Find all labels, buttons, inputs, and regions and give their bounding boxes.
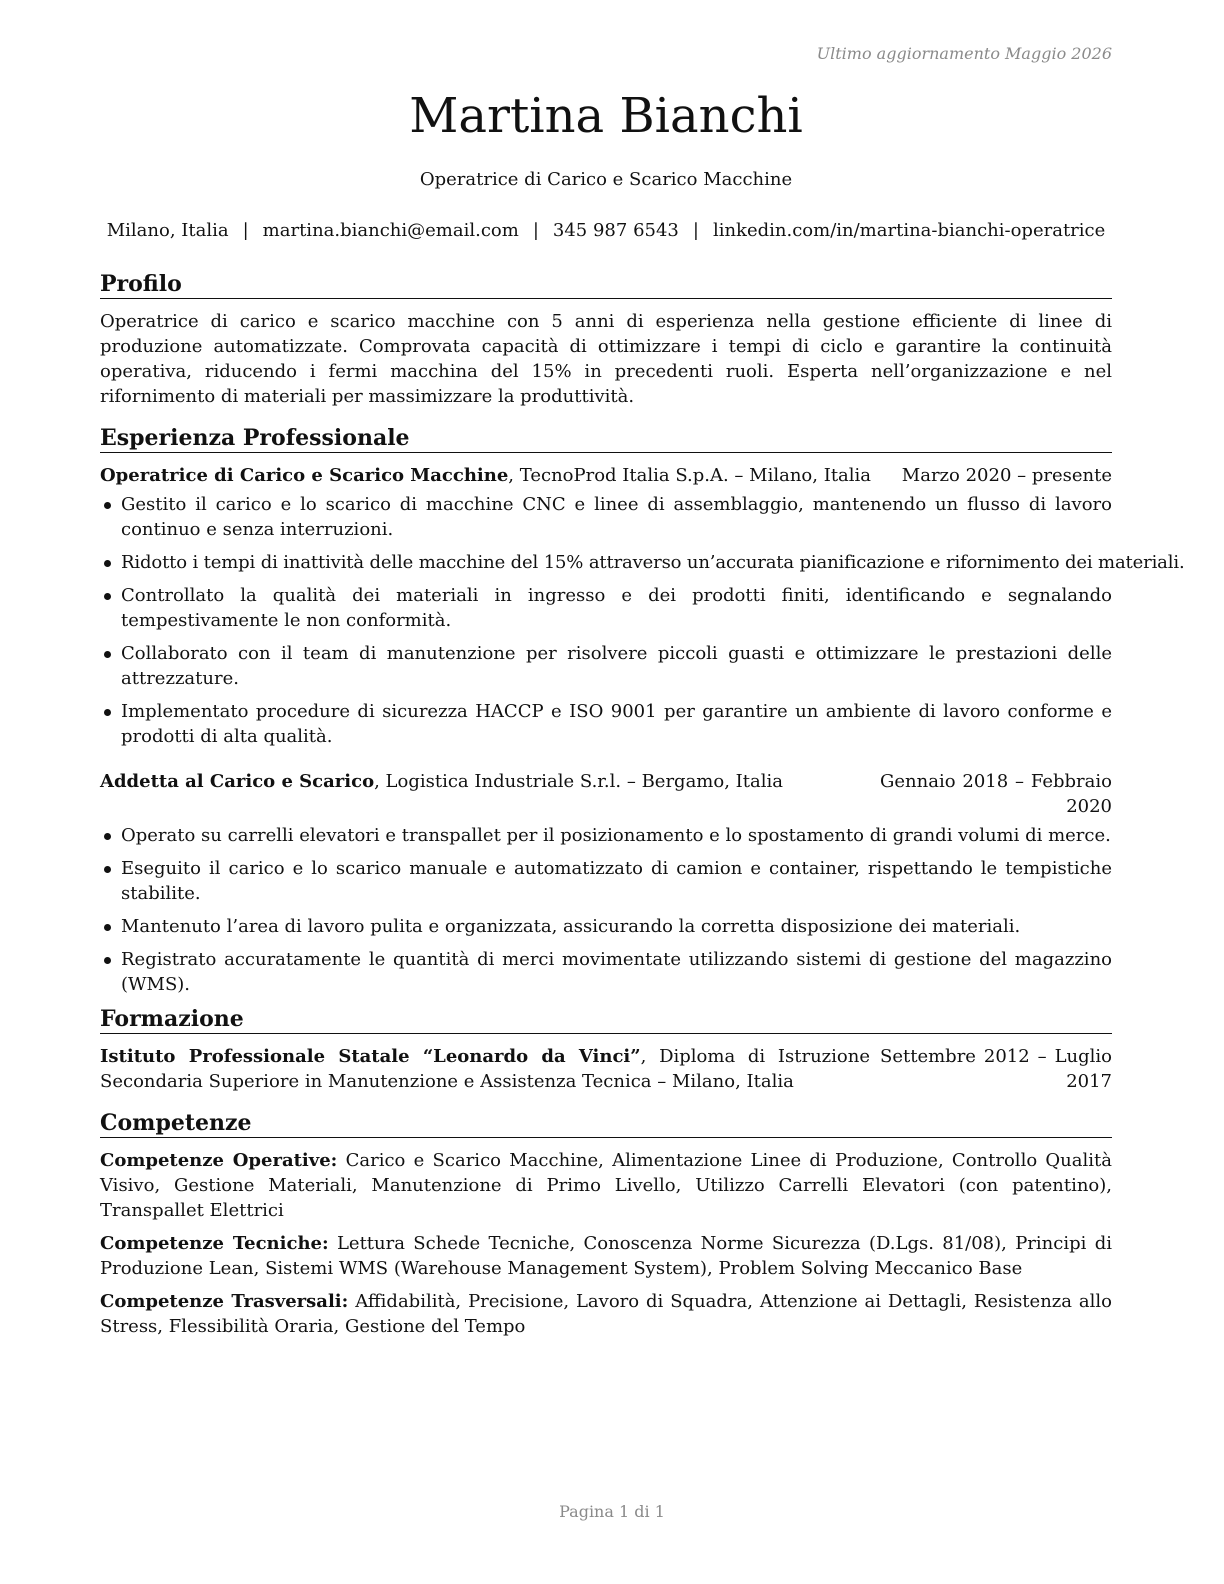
job-header bbox=[100, 769, 1112, 819]
job-company: , TecnoProd Italia S.p.A. – Milano, Italia bbox=[508, 465, 872, 486]
skill-text: Lettura Schede Tecniche, Conoscenza Norme Sicurezza (D.Lgs. 81/08), Principi di Produzione Lean, Sistemi WMS (Warehouse Management System), Problem Solving Meccanico Base bbox=[100, 1233, 1112, 1279]
job-company: , Logistica Industriale S.r.l. – Bergamo, Italia bbox=[374, 771, 783, 792]
skill-label: Competenze Tecniche: bbox=[100, 1233, 329, 1254]
job-dates: Marzo 2020 – presente bbox=[901, 465, 1112, 486]
job-dates: Gennaio 2018 – Febbraio 2020 bbox=[880, 771, 1112, 817]
education-degree: , Diploma di Istruzione Secondaria Superiore in Manutenzione e Assistenza Tecnica – Milano, Italia bbox=[100, 1046, 870, 1092]
section-title: Competenze bbox=[100, 1109, 1112, 1138]
contact-line bbox=[100, 219, 1112, 243]
list-item: Ridotto i tempi di inattività delle macchine del 15% attraverso un’accurata pianificazione e rifornimento dei materiali. bbox=[100, 550, 1112, 575]
contact-phone: 345 987 6543 bbox=[552, 220, 679, 241]
page-number: Pagina 1 di 1 bbox=[559, 1502, 665, 1521]
contact-email[interactable]: martina.bianchi@email.com bbox=[262, 220, 519, 241]
contact-linkedin[interactable]: linkedin.com/in/martina-bianchi-operatrice bbox=[712, 220, 1106, 241]
contact-separator: | bbox=[692, 220, 699, 241]
list-item: Gestito il carico e lo scarico di macchine CNC e linee di assemblaggio, mantenendo un flusso di lavoro continuo e senza interruzioni. bbox=[100, 492, 1112, 542]
list-item: Controllato la qualità dei materiali in ingresso e dei prodotti finiti, identificando e segnalando tempestivamente le non conformità. bbox=[100, 583, 1112, 633]
section-title: Profilo bbox=[100, 270, 1112, 299]
education-details bbox=[100, 1044, 870, 1094]
job-role-company bbox=[100, 463, 902, 488]
profile-text: Operatrice di carico e scarico macchine con 5 anni di esperienza nella gestione efficiente di linee di produzione automatizzate. Comprovata capacità di ottimizzare i tempi di ciclo e garantire la continuità operativa, riducendo i fermi macchina del 15% in precedenti ruoli. Esperta nell’organizzazione e nel rifornimento di materiali per massimizzare la produttività. bbox=[100, 311, 1112, 407]
section-education bbox=[100, 1005, 1112, 1094]
contact-separator: | bbox=[242, 220, 249, 241]
skill-text: Affidabilità, Precisione, Lavoro di Squadra, Attenzione ai Dettagli, Resistenza allo Stress, Flessibilità Oraria, Gestione del Tempo bbox=[100, 1291, 1112, 1337]
list-item: Registrato accuratamente le quantità di merci movimentate utilizzando sistemi di gestione del magazzino (WMS). bbox=[100, 947, 1112, 997]
skill-text: Carico e Scarico Macchine, Alimentazione Linee di Produzione, Controllo Qualità Visivo, Gestione Materiali, Manutenzione di Primo Livello, Utilizzo Carrelli Elevatori (con patentino), Transpallet Elettrici bbox=[100, 1150, 1112, 1221]
skill-group bbox=[100, 1231, 1112, 1281]
job-bullets bbox=[100, 823, 1112, 997]
section-skills bbox=[100, 1109, 1112, 1339]
job-role: Addetta al Carico e Scarico bbox=[100, 771, 375, 792]
job-bullets bbox=[100, 492, 1185, 749]
job-entry bbox=[100, 769, 1112, 997]
last-updated: Ultimo aggiornamento Maggio 2026 bbox=[816, 44, 1112, 63]
skill-group bbox=[100, 1289, 1112, 1339]
job-role: Operatrice di Carico e Scarico Macchine bbox=[100, 465, 509, 486]
section-profile bbox=[100, 270, 1112, 409]
section-title: Formazione bbox=[100, 1005, 1112, 1034]
skill-label: Competenze Operative: bbox=[100, 1150, 338, 1171]
education-dates: Settembre 2012 – Luglio 2017 bbox=[880, 1046, 1112, 1092]
contact-location: Milano, Italia bbox=[106, 220, 229, 241]
contact-separator: | bbox=[532, 220, 539, 241]
job-entry bbox=[100, 463, 1185, 749]
candidate-name: Martina Bianchi bbox=[409, 88, 803, 144]
job-role-company bbox=[100, 769, 880, 794]
education-school: Istituto Professionale Statale “Leonardo da Vinci” bbox=[100, 1046, 641, 1067]
skill-group bbox=[100, 1148, 1112, 1223]
list-item: Implementato procedure di sicurezza HACCP e ISO 9001 per garantire un ambiente di lavoro conforme e prodotti di alta qualità. bbox=[100, 699, 1112, 749]
job-header bbox=[100, 463, 1112, 488]
section-experience bbox=[100, 424, 1185, 997]
list-item: Operato su carrelli elevatori e transpallet per il posizionamento e lo spostamento di grandi volumi di merce. bbox=[100, 823, 1112, 848]
resume-body bbox=[100, 270, 1185, 1347]
list-item: Eseguito il carico e lo scarico manuale e automatizzato di camion e container, rispettando le tempistiche stabilite. bbox=[100, 856, 1112, 906]
job-title: Operatrice di Carico e Scarico Macchine bbox=[419, 169, 793, 190]
skill-label: Competenze Trasversali: bbox=[100, 1291, 349, 1312]
resume-page bbox=[100, 0, 1185, 1584]
list-item: Collaborato con il team di manutenzione per risolvere piccoli guasti e ottimizzare le prestazioni delle attrezzature. bbox=[100, 641, 1112, 691]
list-item: Mantenuto l’area di lavoro pulita e organizzata, assicurando la corretta disposizione dei materiali. bbox=[100, 914, 1112, 939]
education-entry bbox=[100, 1044, 1112, 1094]
section-title: Esperienza Professionale bbox=[100, 424, 1112, 453]
